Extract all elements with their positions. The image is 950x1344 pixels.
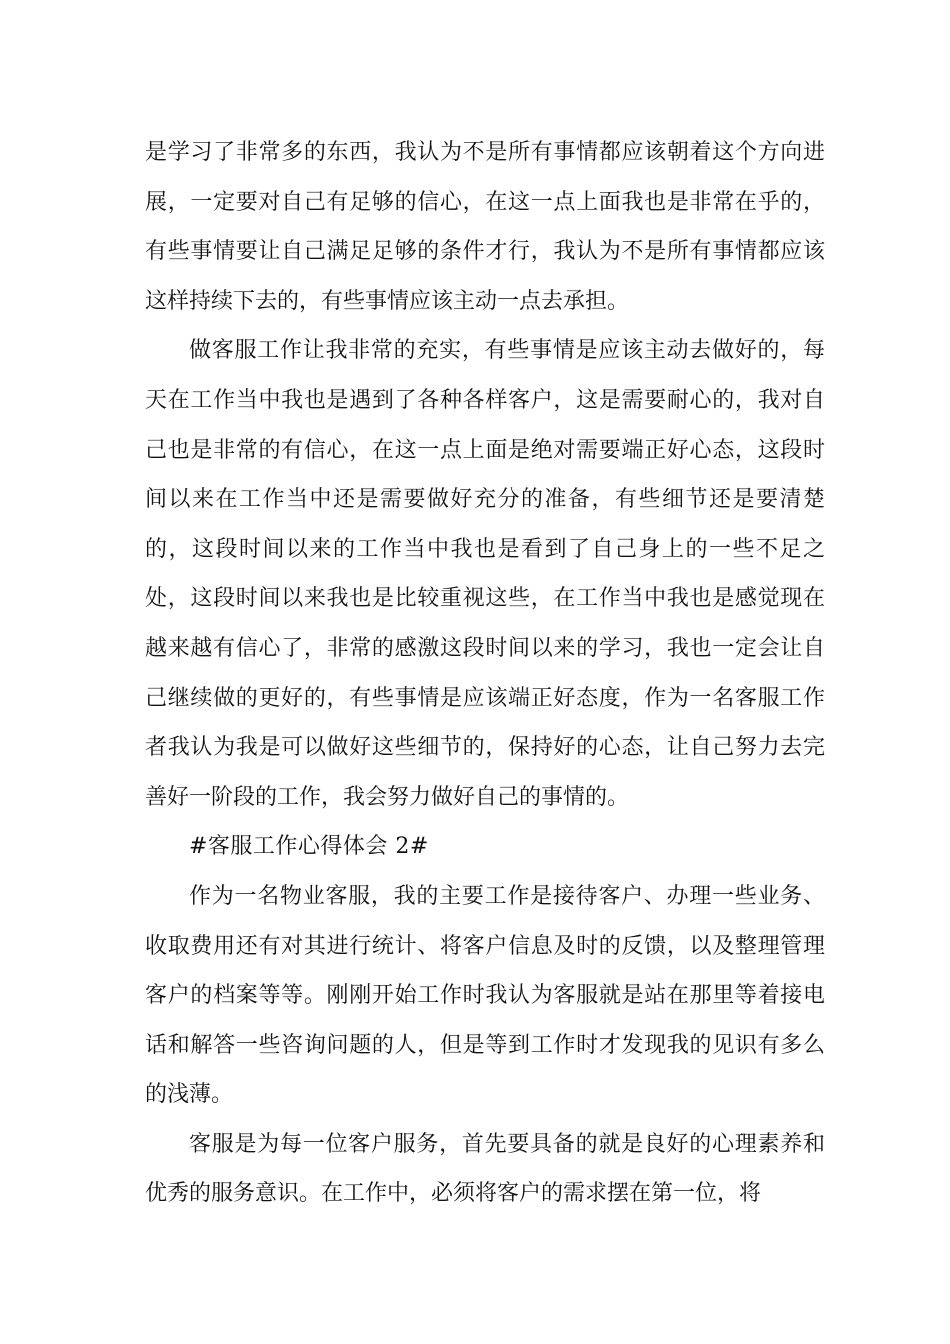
paragraph-continuation: 是学习了非常多的东西，我认为不是所有事情都应该朝着这个方向进展，一定要对自己有足够的信心，在这一点上面我也是非常在乎的，有些事情要让自己满足足够的条件才行，我认为不是所有事情都应该这样持续下去的，有些事情应该主动一点去承担。 <box>145 140 825 314</box>
paragraph-service-experience: 做客服工作让我非常的充实，有些事情是应该主动去做好的，每天在工作当中我也是遇到了各种各样客户，这是需要耐心的，我对自己也是非常的有信心，在这一点上面是绝对需要端正好心态，这段时间以来在工作当中还是需要做好充分的准备，有些细节还是要清楚的，这段时间以来的工作当中我也是看到了自己身上的一些不足之处，这段时间以来我也是比较重视这些，在工作当中我也是感觉现在越来越有信心了，非常的感激这段时间以来的学习，我也一定会让自己继续做的更好的，有些事情是应该端正好态度，作为一名客服工作者我认为我是可以做好这些细节的，保持好的心态，让自己努力去完善好一阶段的工作，我会努力做好自己的事情的。 <box>145 338 825 810</box>
paragraph-property-service: 作为一名物业客服，我的主要工作是接待客户、办理一些业务、收取费用还有对其进行统计、将客户信息及时的反馈，以及整理管理客户的档案等等。刚刚开始工作时我认为客服就是站在那里等着接电话和解答一些咨询问题的人，但是等到工作时才发现我的见识有多么的浅薄。 <box>145 883 825 1108</box>
paragraph-customer-first: 客服是为每一位客户服务，首先要具备的就是良好的心理素养和优秀的服务意识。在工作中，必须将客户的需求摆在第一位，将 <box>145 1131 825 1207</box>
document-body <box>145 128 825 1219</box>
section-heading: #客服工作心得体会 2# <box>189 834 429 860</box>
